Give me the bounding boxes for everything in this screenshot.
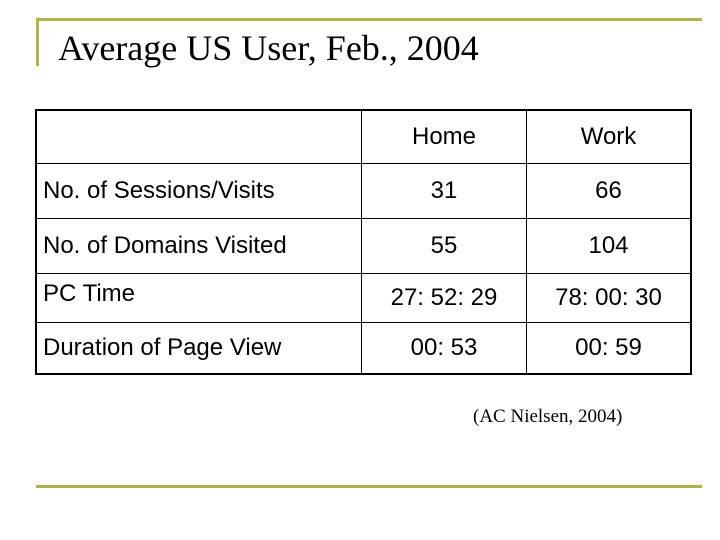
- stats-table: [35, 109, 692, 375]
- table-header-row: [36, 110, 691, 164]
- row-label: Duration of Page View: [36, 323, 362, 375]
- left-rule: [36, 18, 39, 66]
- work-value: 78: 00: 30: [527, 274, 692, 323]
- home-value: 55: [362, 219, 527, 274]
- work-value: 00: 59: [527, 323, 692, 375]
- work-value: 66: [527, 164, 692, 219]
- work-value: 104: [527, 219, 692, 274]
- home-value: 00: 53: [362, 323, 527, 375]
- home-value: 27: 52: 29: [362, 274, 527, 323]
- header-work: Work: [527, 110, 692, 164]
- header-corner-cell: [36, 110, 362, 164]
- table-row: [36, 219, 691, 274]
- row-label: PC Time: [36, 274, 362, 323]
- table-row: [36, 164, 691, 219]
- table-row: [36, 274, 691, 323]
- row-label: No. of Sessions/Visits: [36, 164, 362, 219]
- row-label: No. of Domains Visited: [36, 219, 362, 274]
- top-rule: [36, 18, 702, 21]
- slide-title: Average US User, Feb., 2004: [58, 28, 479, 68]
- source-citation: (AC Nielsen, 2004): [473, 406, 623, 427]
- table-row: [36, 323, 691, 375]
- home-value: 31: [362, 164, 527, 219]
- header-home: Home: [362, 110, 527, 164]
- stats-table-container: [35, 109, 692, 375]
- bottom-rule: [36, 485, 702, 488]
